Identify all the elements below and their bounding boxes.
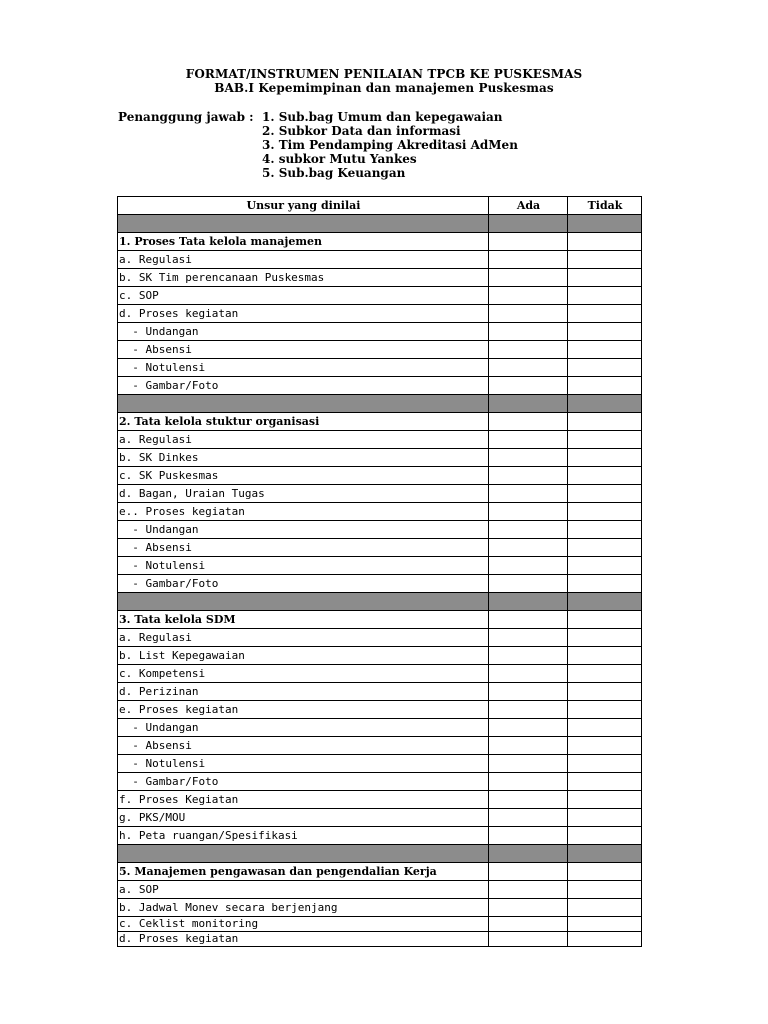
- ada-cell: [489, 845, 568, 863]
- table-row: [118, 932, 642, 947]
- tidak-cell[interactable]: [568, 377, 642, 395]
- table-row: [118, 557, 642, 575]
- separator-row: [118, 593, 642, 611]
- row-label: b. SK Dinkes: [118, 449, 489, 467]
- assessment-table: [117, 196, 642, 947]
- ada-cell[interactable]: [489, 917, 568, 932]
- table-row: [118, 791, 642, 809]
- tidak-cell[interactable]: [568, 647, 642, 665]
- ada-cell[interactable]: [489, 611, 568, 629]
- tidak-cell[interactable]: [568, 305, 642, 323]
- column-header-ada: Ada: [489, 197, 568, 215]
- document-title: FORMAT/INSTRUMEN PENILAIAN TPCB KE PUSKESMAS: [185, 67, 583, 81]
- row-label: - Undangan: [118, 521, 489, 539]
- ada-cell[interactable]: [489, 557, 568, 575]
- table-row: [118, 503, 642, 521]
- row-label: b. Jadwal Monev secara berjenjang: [118, 899, 489, 917]
- ada-cell[interactable]: [489, 431, 568, 449]
- column-header-tidak: Tidak: [568, 197, 642, 215]
- tidak-cell[interactable]: [568, 863, 642, 881]
- row-label: - Absensi: [118, 341, 489, 359]
- separator-row: [118, 215, 642, 233]
- table-row: [118, 287, 642, 305]
- ada-cell[interactable]: [489, 377, 568, 395]
- row-label: - Undangan: [118, 719, 489, 737]
- tidak-cell: [568, 593, 642, 611]
- row-label: [118, 395, 489, 413]
- ada-cell[interactable]: [489, 521, 568, 539]
- ada-cell[interactable]: [489, 323, 568, 341]
- section-row: [118, 233, 642, 251]
- ada-cell[interactable]: [489, 899, 568, 917]
- tidak-cell[interactable]: [568, 773, 642, 791]
- row-label: - Undangan: [118, 323, 489, 341]
- row-label: [118, 215, 489, 233]
- ada-cell[interactable]: [489, 467, 568, 485]
- table-row: [118, 881, 642, 899]
- table-row: [118, 521, 642, 539]
- table-row: [118, 323, 642, 341]
- table-row: [118, 809, 642, 827]
- row-label: c. SK Puskesmas: [118, 467, 489, 485]
- penanggung-jawab-item: 3. Tim Pendamping Akreditasi AdMen: [262, 138, 518, 152]
- tidak-cell: [568, 395, 642, 413]
- table-row: [118, 683, 642, 701]
- table-row: [118, 485, 642, 503]
- tidak-cell[interactable]: [568, 575, 642, 593]
- row-label: a. SOP: [118, 881, 489, 899]
- row-label: - Absensi: [118, 539, 489, 557]
- penanggung-jawab-item: 5. Sub.bag Keuangan: [262, 166, 406, 180]
- table-row: [118, 665, 642, 683]
- ada-cell[interactable]: [489, 737, 568, 755]
- row-label: a. Regulasi: [118, 629, 489, 647]
- ada-cell[interactable]: [489, 701, 568, 719]
- table-row: [118, 575, 642, 593]
- table-row: [118, 917, 642, 932]
- tidak-cell[interactable]: [568, 719, 642, 737]
- row-label: h. Peta ruangan/Spesifikasi: [118, 827, 489, 845]
- ada-cell[interactable]: [489, 719, 568, 737]
- ada-cell[interactable]: [489, 341, 568, 359]
- ada-cell[interactable]: [489, 881, 568, 899]
- table-row: [118, 359, 642, 377]
- tidak-cell: [568, 845, 642, 863]
- section-row: [118, 413, 642, 431]
- row-label: a. Regulasi: [118, 251, 489, 269]
- separator-row: [118, 845, 642, 863]
- section-label: 2. Tata kelola stuktur organisasi: [118, 413, 489, 431]
- ada-cell[interactable]: [489, 503, 568, 521]
- row-label: e.. Proses kegiatan: [118, 503, 489, 521]
- section-row: [118, 863, 642, 881]
- tidak-cell[interactable]: [568, 881, 642, 899]
- table-row: [118, 377, 642, 395]
- ada-cell[interactable]: [489, 863, 568, 881]
- tidak-cell[interactable]: [568, 917, 642, 932]
- row-label: [118, 845, 489, 863]
- row-label: c. Kompetensi: [118, 665, 489, 683]
- ada-cell: [489, 215, 568, 233]
- ada-cell[interactable]: [489, 233, 568, 251]
- table-row: [118, 827, 642, 845]
- row-label: b. List Kepegawaian: [118, 647, 489, 665]
- ada-cell[interactable]: [489, 809, 568, 827]
- row-label: - Gambar/Foto: [118, 575, 489, 593]
- table-row: [118, 539, 642, 557]
- tidak-cell[interactable]: [568, 359, 642, 377]
- tidak-cell[interactable]: [568, 467, 642, 485]
- tidak-cell[interactable]: [568, 809, 642, 827]
- table-row: [118, 467, 642, 485]
- row-label: [118, 593, 489, 611]
- tidak-cell[interactable]: [568, 665, 642, 683]
- row-label: g. PKS/MOU: [118, 809, 489, 827]
- row-label: c. Ceklist monitoring: [118, 917, 489, 932]
- tidak-cell[interactable]: [568, 431, 642, 449]
- tidak-cell[interactable]: [568, 683, 642, 701]
- tidak-cell[interactable]: [568, 791, 642, 809]
- tidak-cell[interactable]: [568, 287, 642, 305]
- tidak-cell[interactable]: [568, 521, 642, 539]
- ada-cell: [489, 593, 568, 611]
- table-row: [118, 629, 642, 647]
- ada-cell[interactable]: [489, 773, 568, 791]
- ada-cell[interactable]: [489, 755, 568, 773]
- table-row: [118, 431, 642, 449]
- ada-cell[interactable]: [489, 683, 568, 701]
- penanggung-jawab-item: 4. subkor Mutu Yankes: [262, 152, 417, 166]
- ada-cell[interactable]: [489, 251, 568, 269]
- tidak-cell[interactable]: [568, 629, 642, 647]
- ada-cell[interactable]: [489, 647, 568, 665]
- tidak-cell[interactable]: [568, 485, 642, 503]
- tidak-cell[interactable]: [568, 413, 642, 431]
- tidak-cell: [568, 215, 642, 233]
- column-header-unsur: Unsur yang dinilai: [118, 197, 489, 215]
- section-label: 3. Tata kelola SDM: [118, 611, 489, 629]
- section-row: [118, 611, 642, 629]
- section-label: 1. Proses Tata kelola manajemen: [118, 233, 489, 251]
- tidak-cell[interactable]: [568, 932, 642, 947]
- row-label: - Absensi: [118, 737, 489, 755]
- tidak-cell[interactable]: [568, 557, 642, 575]
- penanggung-jawab-item: 1. Sub.bag Umum dan kepegawaian: [262, 110, 503, 124]
- ada-cell[interactable]: [489, 485, 568, 503]
- tidak-cell[interactable]: [568, 269, 642, 287]
- row-label: b. SK Tim perencanaan Puskesmas: [118, 269, 489, 287]
- ada-cell[interactable]: [489, 413, 568, 431]
- document-subtitle: BAB.I Kepemimpinan dan manajemen Puskesmas: [214, 81, 554, 95]
- row-label: - Notulensi: [118, 557, 489, 575]
- ada-cell: [489, 395, 568, 413]
- tidak-cell[interactable]: [568, 233, 642, 251]
- row-label: d. Proses kegiatan: [118, 305, 489, 323]
- row-label: - Notulensi: [118, 755, 489, 773]
- table-row: [118, 899, 642, 917]
- ada-cell[interactable]: [489, 629, 568, 647]
- row-label: c. SOP: [118, 287, 489, 305]
- tidak-cell[interactable]: [568, 701, 642, 719]
- section-label: 5. Manajemen pengawasan dan pengendalian Kerja: [118, 863, 489, 881]
- ada-cell[interactable]: [489, 449, 568, 467]
- table-row: [118, 737, 642, 755]
- row-label: - Gambar/Foto: [118, 377, 489, 395]
- row-label: d. Perizinan: [118, 683, 489, 701]
- ada-cell[interactable]: [489, 827, 568, 845]
- tidak-cell[interactable]: [568, 251, 642, 269]
- ada-cell[interactable]: [489, 359, 568, 377]
- row-label: a. Regulasi: [118, 431, 489, 449]
- row-label: - Gambar/Foto: [118, 773, 489, 791]
- table-row: [118, 701, 642, 719]
- tidak-cell[interactable]: [568, 827, 642, 845]
- table-row: [118, 449, 642, 467]
- table-row: [118, 647, 642, 665]
- tidak-cell[interactable]: [568, 899, 642, 917]
- tidak-cell[interactable]: [568, 323, 642, 341]
- tidak-cell[interactable]: [568, 449, 642, 467]
- table-row: [118, 773, 642, 791]
- row-label: d. Bagan, Uraian Tugas: [118, 485, 489, 503]
- ada-cell[interactable]: [489, 287, 568, 305]
- separator-row: [118, 395, 642, 413]
- table-row: [118, 269, 642, 287]
- tidak-cell[interactable]: [568, 611, 642, 629]
- penanggung-jawab-label: Penanggung jawab :: [118, 110, 254, 124]
- row-label: f. Proses Kegiatan: [118, 791, 489, 809]
- table-row: [118, 719, 642, 737]
- table-header-row: [118, 197, 642, 215]
- ada-cell[interactable]: [489, 932, 568, 947]
- ada-cell[interactable]: [489, 791, 568, 809]
- tidak-cell[interactable]: [568, 539, 642, 557]
- ada-cell[interactable]: [489, 575, 568, 593]
- table-row: [118, 305, 642, 323]
- row-label: - Notulensi: [118, 359, 489, 377]
- tidak-cell[interactable]: [568, 503, 642, 521]
- row-label: e. Proses kegiatan: [118, 701, 489, 719]
- tidak-cell[interactable]: [568, 737, 642, 755]
- tidak-cell[interactable]: [568, 341, 642, 359]
- ada-cell[interactable]: [489, 305, 568, 323]
- ada-cell[interactable]: [489, 665, 568, 683]
- ada-cell[interactable]: [489, 269, 568, 287]
- ada-cell[interactable]: [489, 539, 568, 557]
- table-row: [118, 341, 642, 359]
- penanggung-jawab-item: 2. Subkor Data dan informasi: [262, 124, 461, 138]
- tidak-cell[interactable]: [568, 755, 642, 773]
- row-label: d. Proses kegiatan: [118, 932, 489, 947]
- table-row: [118, 251, 642, 269]
- table-row: [118, 755, 642, 773]
